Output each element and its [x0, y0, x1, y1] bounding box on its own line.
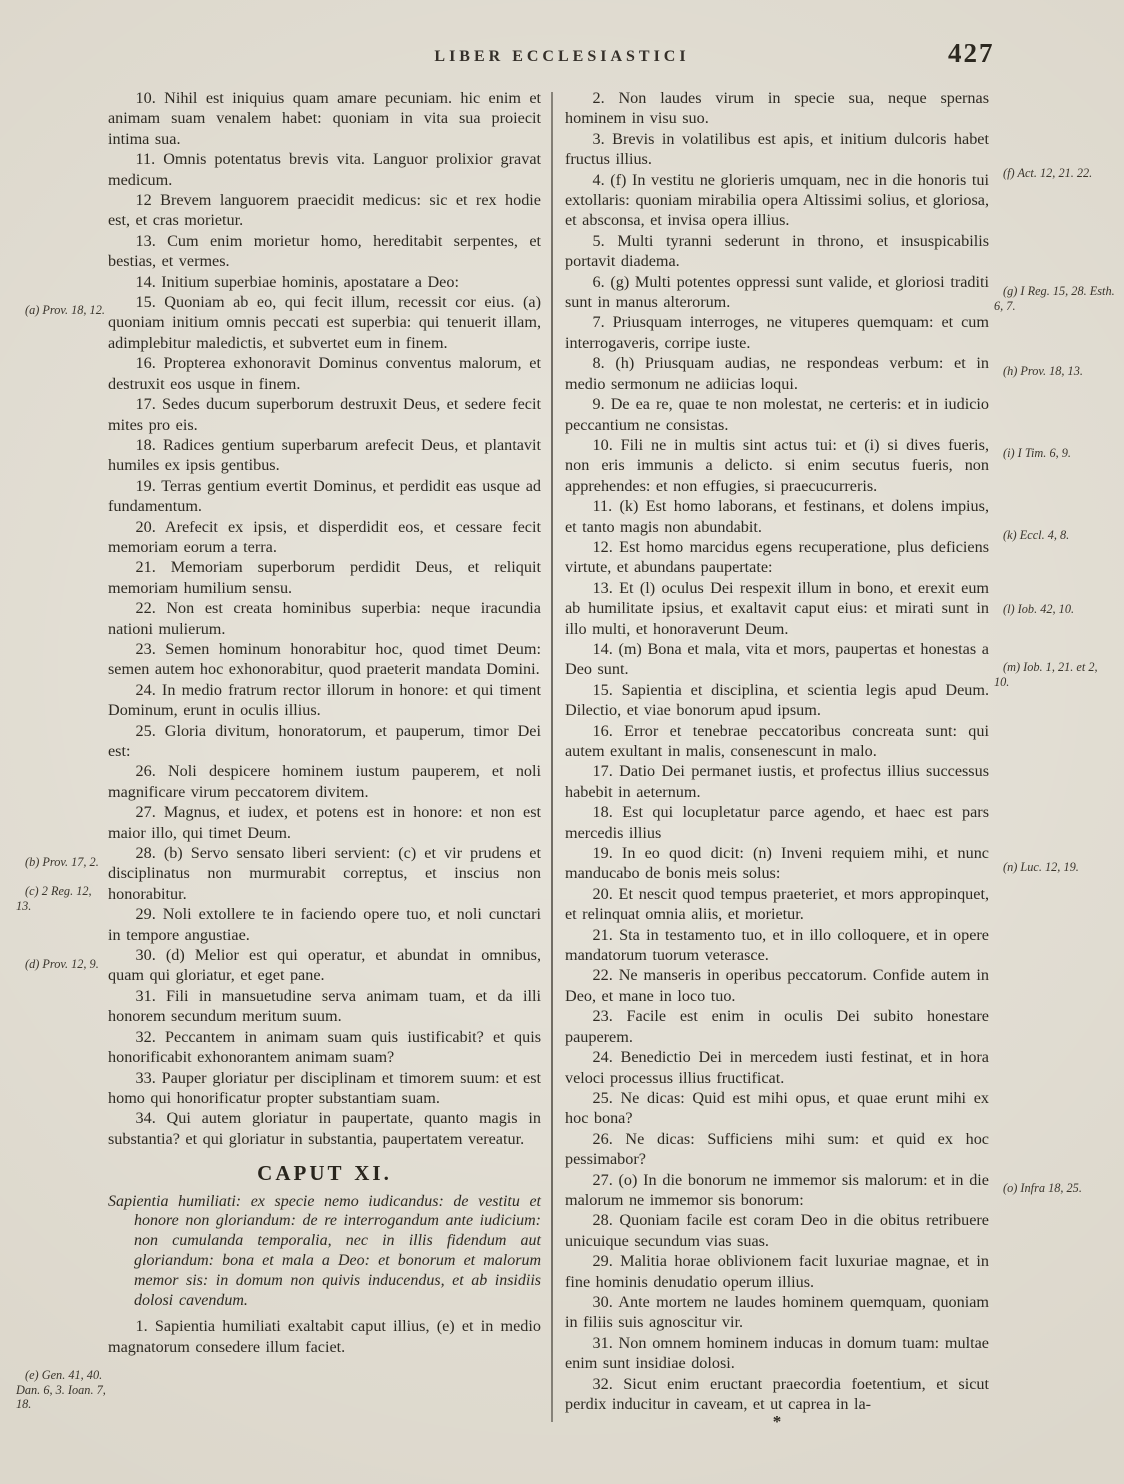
- verse-paragraph: 27. Magnus, et iudex, et potens est in honore: et non est maior illo, qui timet Deum.: [108, 803, 541, 842]
- verse-paragraph: 30. Ante mortem ne laudes hominem quemquam, quoniam in filiis suis agnoscitur vir.: [565, 1292, 989, 1332]
- verse-paragraph: 24. In medio fratrum rector illorum in honore: et qui timent Dominum, erunt in oculis illius.: [108, 680, 541, 720]
- verse-paragraph: 14. Initium superbiae hominis, apostatare a Deo:: [135, 272, 459, 291]
- verse-paragraph: 5. Multi tyranni sederunt in throno, et insuspicabilis portavit diadema.: [565, 231, 989, 271]
- verse-paragraph: 16. Propterea exhonoravit Dominus conventus malorum, et destruxit eos usque in finem.: [108, 354, 541, 393]
- left-column-verses: [108, 88, 541, 1149]
- verse-paragraph: 31. Fili in mansuetudine serva animam tuam, et da illi honorem secundum meritum suum.: [108, 986, 541, 1026]
- verse-paragraph: 32. Peccantem in animam suam quis iustificabit? et quis honorificabit exhonorantem animam suam?: [108, 1027, 541, 1067]
- verse-paragraph: 34. Qui autem gloriatur in paupertate, quanto magis in substantia? et qui gloriatur in substantia, paupertatem vereatur.: [108, 1109, 541, 1148]
- verse-paragraph: 23. Facile est enim in oculis Dei subito honestare pauperem.: [565, 1007, 989, 1046]
- verse-paragraph: 23. Semen hominum honorabitur hoc, quod timet Deum: semen autem hoc exhonorabitur, quod praeterit mandata Domini.: [108, 639, 541, 679]
- margin-note: (b) Prov. 17, 2.: [25, 855, 99, 869]
- margin-note: (l) Iob. 42, 10.: [1003, 602, 1075, 616]
- margin-note: (f) Act. 12, 21. 22.: [1003, 166, 1093, 180]
- column-divider: [551, 92, 553, 1422]
- page-number: 427: [948, 38, 995, 68]
- page-title: LIBER ECCLESIASTICI: [434, 48, 690, 65]
- verse-paragraph: 12. Est homo marcidus egens recuperatione, plus deficiens virtute, et abundans paupertate:: [565, 537, 989, 577]
- verse-paragraph: 19. In eo quod dicit: (n) Inveni requiem mihi, et nunc manducabo de bonis meis solus:: [565, 844, 989, 883]
- margin-note: (a) Prov. 18, 12.: [25, 303, 105, 317]
- verse-paragraph: 22. Non est creata hominibus superbia: neque iracundia nationi mulierum.: [108, 599, 541, 638]
- verse-paragraph: 24. Benedictio Dei in mercedem iusti festinat, et in hora veloci processus illius fructificat.: [565, 1048, 989, 1087]
- margin-note: (g) I Reg. 15, 28. Esth. 6, 7.: [994, 284, 1115, 313]
- verse-paragraph: 6. (g) Multi potentes oppressi sunt valide, et gloriosi traditi sunt in manus alterorum.: [565, 272, 989, 312]
- verse-paragraph: 21. Sta in testamento tuo, et in illo colloquere, et in opere mandatorum tuorum veterasce.: [565, 925, 989, 965]
- verse-paragraph: 26. Noli despicere hominem iustum pauperem, et noli magnificare virum peccatorem divitem.: [108, 762, 541, 801]
- right-column: [565, 88, 989, 1414]
- verse-paragraph: 17. Sedes ducum superborum destruxit Deus, et sedere fecit mites pro eis.: [108, 395, 541, 434]
- verse-paragraph: 7. Priusquam interroges, ne vituperes quemquam: et cum interrogaveris, corripe iuste.: [565, 313, 989, 352]
- verse-paragraph: 29. Malitia horae oblivionem facit luxuriae magnae, et in fine hominis denudatio operum illius.: [565, 1252, 989, 1291]
- margin-note: (e) Gen. 41, 40. Dan. 6, 3. Ioan. 7, 18.: [16, 1368, 106, 1411]
- verse-paragraph: 15. Quoniam ab eo, qui fecit illum, recessit cor eius. (a) quoniam initium omnis peccati est superbia: qui tenuerit illam, adimplebitur maledictis, et subvertet eum in finem.: [108, 293, 541, 352]
- margin-note: (c) 2 Reg. 12, 13.: [16, 884, 92, 913]
- verse-paragraph: 11. (k) Est homo laborans, et festinans, et dolens impius, et tanto magis non abundabit.: [565, 497, 989, 536]
- verse-paragraph: 20. Arefecit ex ipsis, et disperdidit eos, et cessare fecit memoriam eorum a terra.: [108, 517, 541, 556]
- verse-paragraph: 3. Brevis in volatilibus est apis, et initium dulcoris habet fructus illius.: [565, 129, 989, 169]
- verse-paragraph: 32. Sicut enim eructant praecordia foetentium, et sicut perdix inducitur in caveam, et ut caprea in la-: [565, 1374, 989, 1413]
- margin-note: (o) Infra 18, 25.: [1003, 1181, 1082, 1195]
- verse-paragraph: 10. Nihil est iniquius quam amare pecuniam. hic enim et animam suam venalem habet: quoniam in vita sua proiecit intima sua.: [108, 89, 541, 148]
- margin-note: (k) Eccl. 4, 8.: [1003, 528, 1070, 542]
- verse-paragraph: 28. Quoniam facile est coram Deo in die obitus retribuere unicuique secundum vias suas.: [565, 1211, 989, 1250]
- verse-paragraph: 19. Terras gentium evertit Dominus, et perdidit eas usque ad fundamentum.: [108, 476, 541, 516]
- right-column-verses: [565, 88, 989, 1414]
- verse-paragraph: 17. Datio Dei permanet iustis, et profectus illius successus habebit in aeternum.: [565, 762, 989, 801]
- verse-paragraph: 10. Fili ne in multis sint actus tui: et (i) si dives fueris, non eris immunis a delicto. si enim secutus fueris, non apprehendes: et non effugies, si praecucurreris.: [565, 435, 989, 495]
- verse-paragraph: 27. (o) In die bonorum ne immemor sis malorum: et in die malorum ne immemor sis bonorum:: [565, 1170, 989, 1209]
- verse-paragraph: 29. Noli extollere te in faciendo opere tuo, et noli cunctari in tempore angustiae.: [108, 905, 541, 944]
- verse-paragraph: 4. (f) In vestitu ne glorieris umquam, nec in die honoris tui extollaris: quoniam mirabilia opera Altissimi solius, et gloriosa, et absconsa, et invisa opera illius.: [565, 170, 989, 230]
- verse-paragraph: 31. Non omnem hominem inducas in domum tuam: multae enim sunt insidiae dolosi.: [565, 1333, 989, 1373]
- verse-paragraph: 20. Et nescit quod tempus praeteriet, et mors appropinquet, et relinquat omnia aliis, et morietur.: [565, 884, 989, 924]
- verse-paragraph: 14. (m) Bona et mala, vita et mors, paupertas et honestas a Deo sunt.: [565, 639, 989, 679]
- verse-paragraph: 11. Omnis potentatus brevis vita. Languor prolixior gravat medicum.: [108, 150, 541, 189]
- verse-paragraph: 26. Ne dicas: Sufficiens mihi sum: et quid ex hoc pessimabor?: [565, 1129, 989, 1169]
- chapter-heading: CAPUT XI.: [257, 1161, 392, 1186]
- verse-paragraph: 25. Gloria divitum, honoratorum, et pauperum, timor Dei est:: [108, 721, 541, 760]
- verse-paragraph: 16. Error et tenebrae peccatoribus concreata sunt: qui autem exultant in malis, consenescunt in malo.: [565, 721, 989, 760]
- verse-paragraph: 9. De ea re, quae te non molestat, ne certeris: et in iudicio peccantium ne consistas.: [565, 395, 989, 434]
- margin-note: (n) Luc. 12, 19.: [1003, 860, 1079, 874]
- verse-paragraph: 12 Brevem languorem praecidit medicus: sic et rex hodie est, et cras morietur.: [108, 191, 541, 230]
- verse-paragraph: 28. (b) Servo sensato liberi servient: (c) et vir prudens et disciplinatus non murmurabit correptus, et inscius non honorabitur.: [108, 844, 541, 903]
- signature-mark: *: [772, 1412, 782, 1431]
- verse-paragraph: 2. Non laudes virum in specie sua, neque spernas hominem in visu suo.: [565, 89, 989, 128]
- left-column-verses-after: [108, 1316, 541, 1357]
- verse-paragraph: 18. Radices gentium superbarum arefecit Deus, et plantavit humiles ex ipsis gentibus.: [108, 435, 541, 475]
- verse-paragraph: 15. Sapientia et disciplina, et scientia legis apud Deum. Dilectio, et viae bonorum apud ipsum.: [565, 680, 989, 720]
- margin-note: (m) Iob. 1, 21. et 2, 10.: [994, 660, 1098, 689]
- verse-paragraph: 30. (d) Melior est qui operatur, et abundat in omnibus, quam qui gloriatur, et eget pane.: [108, 946, 541, 985]
- verse-paragraph: 33. Pauper gloriatur per disciplinam et timorem suum: et est homo qui honorificatur propter substantiam suam.: [108, 1068, 541, 1107]
- left-column: [108, 88, 541, 1357]
- margin-note: (d) Prov. 12, 9.: [25, 957, 99, 971]
- verse-paragraph: 13. Et (l) oculus Dei respexit illum in bono, et erexit eum ab humilitate ipsius, et exaltavit caput eius: et mirati sunt in illo multi, et honoraverunt Deum.: [565, 578, 989, 638]
- margin-note: (i) I Tim. 6, 9.: [1003, 446, 1071, 460]
- verse-paragraph: 22. Ne manseris in operibus peccatorum. Confide autem in Deo, et mane in loco tuo.: [565, 966, 989, 1005]
- margin-note: (h) Prov. 18, 13.: [1003, 364, 1083, 378]
- verse-paragraph: 21. Memoriam superborum perdidit Deus, et reliquit memoriam humilium sensu.: [108, 558, 541, 597]
- verse-paragraph: 18. Est qui locupletatur parce agendo, et haec est pars mercedis illius: [565, 803, 989, 842]
- verse-paragraph: 13. Cum enim morietur homo, hereditabit serpentes, et bestias, et vermes.: [108, 231, 541, 271]
- verse-paragraph: 25. Ne dicas: Quid est mihi opus, et quae erunt mihi ex hoc bona?: [565, 1088, 989, 1128]
- verse-paragraph: 1. Sapientia humiliati exaltabit caput illius, (e) et in medio magnatorum consedere illum faciet.: [108, 1317, 541, 1356]
- verse-paragraph: 8. (h) Priusquam audias, ne respondeas verbum: et in medio sermonum ne adiicias loqui.: [565, 354, 989, 393]
- chapter-summary: Sapientia humiliati: ex specie nemo iudicandus: de vestitu et honore non gloriandum: de re interrogandum ante iudicium: non cumulanda temporalia, nec in illis fidendum aut gloriandum: bona et mala a Deo: et bonorum et malorum memor sis: in domum non quivis inducendus, et ab insidiis dolosi cavendum.: [108, 1192, 541, 1309]
